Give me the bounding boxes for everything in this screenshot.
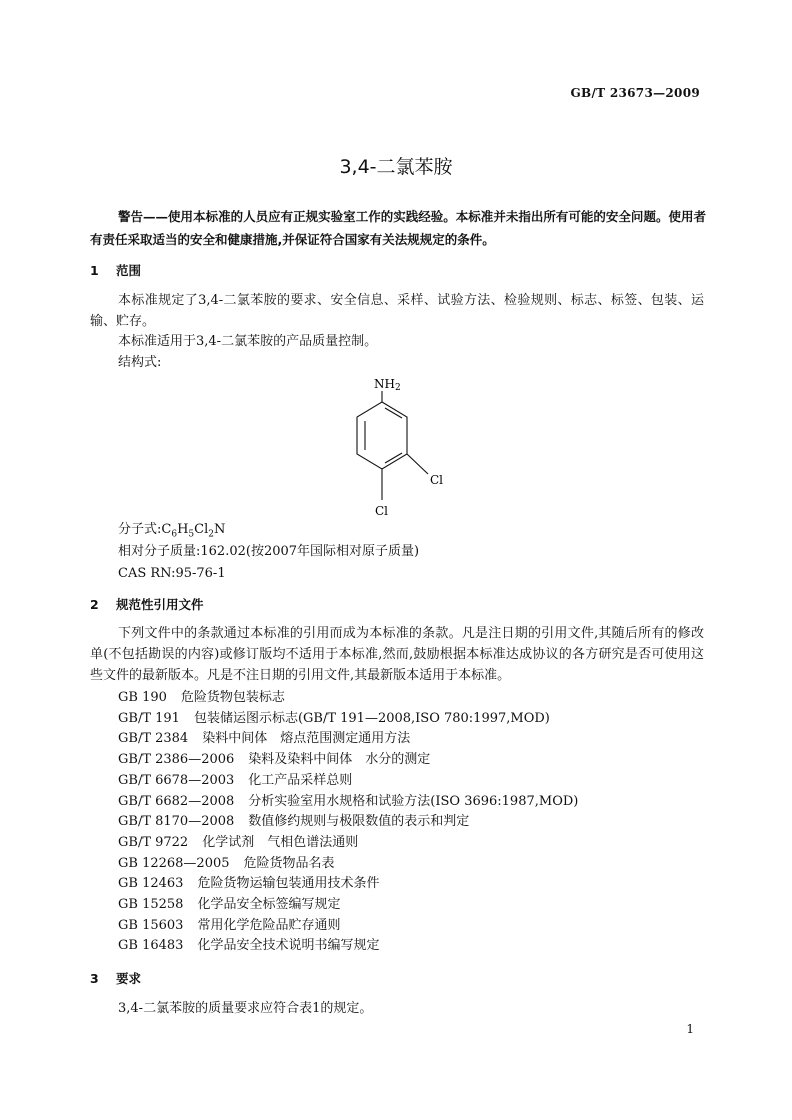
reference-item bbox=[118, 914, 340, 933]
reference-item bbox=[118, 769, 352, 788]
reference-code: GB/T 8170—2008 bbox=[118, 814, 235, 830]
reference-item bbox=[118, 810, 469, 829]
bond-cl-right bbox=[407, 454, 428, 474]
reference-code: GB/T 9722 bbox=[118, 834, 189, 850]
reference-title: 危险货物包装标志 bbox=[180, 690, 285, 705]
formula-value: $C_6H_5Cl_2N$ bbox=[161, 522, 226, 540]
reference-item bbox=[118, 686, 285, 705]
cas-number: CAS RN:95-76-1 bbox=[118, 566, 226, 581]
reference-item bbox=[118, 790, 578, 809]
reference-title: 包装储运图示标志(GB/T 191—2008,ISO 780:1997,MOD) bbox=[193, 710, 550, 726]
structural-formula bbox=[330, 372, 460, 520]
scope-paragraph-1: 本标准规定了3,4-二氯苯胺的要求、安全信息、采样、试验方法、检验规则、标志、标签、包装、运输、贮存。 bbox=[90, 293, 704, 329]
cl-bottom-label: Cl bbox=[375, 504, 389, 518]
reference-code: GB 12268—2005 bbox=[118, 855, 230, 871]
reference-code: GB 190 bbox=[118, 690, 167, 705]
reference-code: GB 16483 bbox=[118, 938, 184, 954]
section-1-number: 1 bbox=[90, 263, 99, 278]
reference-title: 染料中间体 熔点范围测定通用方法 bbox=[202, 731, 411, 747]
reference-title: 化学品安全技术说明书编写规定 bbox=[197, 938, 380, 954]
reference-code: GB/T 191 bbox=[118, 710, 180, 726]
reference-title: 常用化学危险品贮存通则 bbox=[197, 917, 341, 933]
reference-code: GB/T 2386—2006 bbox=[118, 752, 235, 768]
section-3-title: 要求 bbox=[116, 971, 142, 986]
section-2-heading bbox=[90, 595, 204, 613]
reference-item bbox=[118, 748, 430, 767]
standard-code: GB/T 23673—2009 bbox=[570, 86, 700, 100]
reference-code: GB/T 6682—2008 bbox=[118, 793, 235, 809]
nh2-label: NH2 bbox=[374, 377, 401, 393]
cl-right-label: Cl bbox=[430, 473, 444, 487]
reference-title: 化学品安全标签编写规定 bbox=[197, 897, 341, 912]
reference-item bbox=[118, 727, 410, 746]
reference-item bbox=[118, 893, 340, 912]
reference-item bbox=[118, 831, 358, 850]
reference-code: GB 15603 bbox=[118, 917, 184, 933]
requirements-paragraph: 3,4-二氯苯胺的质量要求应符合表1的规定。 bbox=[118, 1001, 373, 1016]
reference-code: GB 15258 bbox=[118, 897, 184, 912]
reference-item bbox=[118, 707, 550, 726]
normative-references-paragraph: 下列文件中的条款通过本标准的引用而成为本标准的条款。凡是注日期的引用文件,其随后所有的修改单(不包括勘误的内容)或修订版均不适用于本标准,然而,鼓励根据本标准达成协议的各方研究是否可使用这些文件的最新版本。凡是不注日期的引用文件,其最新版本适用于本标准。 bbox=[90, 626, 704, 683]
section-1-heading bbox=[90, 261, 141, 279]
reference-item bbox=[118, 852, 335, 871]
molecular-mass: 相对分子质量:162.02(按2007年国际相对原子质量) bbox=[118, 544, 420, 559]
reference-title: 染料及染料中间体 水分的测定 bbox=[248, 752, 431, 768]
reference-title: 化工产品采样总则 bbox=[248, 772, 353, 788]
reference-title: 化学试剂 气相色谱法通则 bbox=[202, 834, 359, 850]
page-number: 1 bbox=[686, 1022, 694, 1036]
section-2-title: 规范性引用文件 bbox=[116, 597, 204, 612]
section-3-heading bbox=[90, 969, 141, 987]
structure-label: 结构式: bbox=[118, 355, 162, 370]
section-2-number: 2 bbox=[90, 597, 99, 612]
reference-item bbox=[118, 934, 379, 953]
reference-title: 危险货物运输包装通用技术条件 bbox=[197, 876, 380, 892]
reference-title: 数值修约规则与极限数值的表示和判定 bbox=[248, 814, 470, 830]
section-1-title: 范围 bbox=[116, 263, 142, 278]
reference-code: GB/T 6678—2003 bbox=[118, 772, 235, 788]
reference-item bbox=[118, 872, 379, 891]
reference-code: GB 12463 bbox=[118, 876, 184, 892]
scope-paragraph-2: 本标准适用于3,4-二氯苯胺的产品质量控制。 bbox=[118, 334, 378, 349]
warning-paragraph: 警告——使用本标准的人员应有正规实验室工作的实践经验。本标准并未指出所有可能的安全问题。使用者有责任采取适当的安全和健康措施,并保证符合国家有关法规规定的条件。 bbox=[90, 209, 706, 247]
reference-title: 分析实验室用水规格和试验方法(ISO 3696:1987,MOD) bbox=[248, 793, 579, 809]
formula-label: 分子式: bbox=[118, 522, 162, 537]
reference-title: 危险货物品名表 bbox=[243, 855, 335, 871]
section-3-number: 3 bbox=[90, 971, 99, 986]
document-title: 3,4-二氯苯胺 bbox=[339, 156, 453, 178]
reference-code: GB/T 2384 bbox=[118, 731, 189, 747]
